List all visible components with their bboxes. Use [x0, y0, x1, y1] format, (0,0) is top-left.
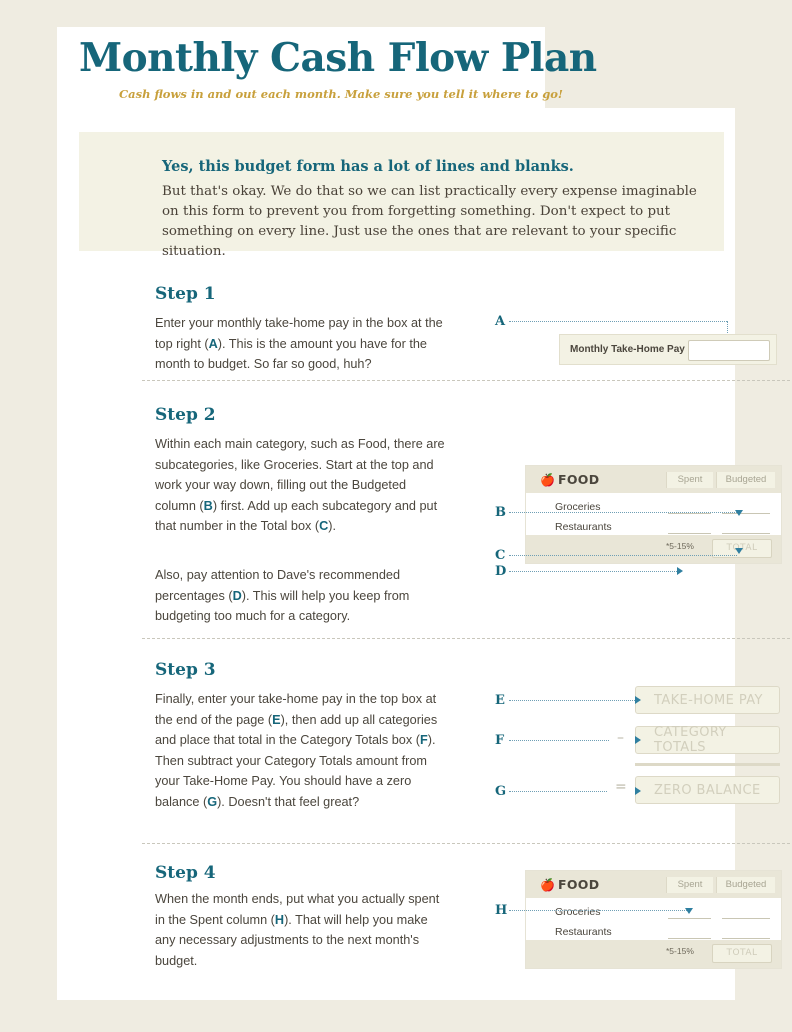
food-row-groceries-spent-2[interactable]: [668, 918, 711, 919]
column-header-spent-2: Spent: [666, 877, 713, 893]
column-header-spent: Spent: [666, 472, 713, 488]
food-row-restaurants-2: Restaurants: [555, 926, 612, 938]
food-row-restaurants-budgeted-2[interactable]: [722, 938, 770, 939]
equals-operator: =: [615, 779, 627, 795]
callout-d-leader: [509, 571, 679, 572]
food-row-restaurants-budgeted[interactable]: [722, 533, 770, 534]
callout-g-arrow: [635, 787, 641, 795]
content-sheet: [57, 108, 767, 1000]
minus-operator: –: [617, 730, 624, 746]
callout-h-leader: [509, 910, 687, 911]
food-row-groceries-budgeted-2[interactable]: [722, 918, 770, 919]
food-row-groceries-spent[interactable]: [668, 513, 711, 514]
step-2-body-2: Also, pay attention to Dave's recommended percentages (D). This will help you keep from budgeting too much for a category.: [155, 568, 410, 623]
food-recommended-percent: *5-15%: [666, 541, 694, 551]
document-page: [57, 27, 767, 1000]
food-total-box[interactable]: TOTAL: [712, 539, 772, 558]
divider-2: [142, 638, 790, 639]
zero-balance-box[interactable]: ZERO BALANCE: [635, 776, 780, 804]
intro-title: Yes, this budget form has a lot of lines and blanks.: [162, 158, 574, 175]
food-row-restaurants: Restaurants: [555, 521, 612, 533]
take-home-pay-input[interactable]: [688, 340, 770, 361]
step-1-body: Enter your monthly take-home pay in the box at the top right (A). This is the amount you have for the month to budget. So far so good, huh?: [155, 316, 443, 371]
callout-b-arrow: [735, 510, 743, 516]
step-3-body: Finally, enter your take-home pay in the top box at the end of the page (E), then add up all categories and place that total in the Category Totals box (F). Then subtract your Category Totals amount from your Take-Home Pay. You should have a zero balance (G). Doesn't that feel great?: [155, 692, 438, 809]
divider-1: [142, 380, 790, 381]
step-2-title: Step 2: [155, 405, 216, 425]
food-row-restaurants-spent[interactable]: [668, 533, 711, 534]
step-3-title: Step 3: [155, 660, 216, 680]
callout-c-arrow: [735, 548, 743, 554]
food-category-widget-2: [525, 870, 782, 969]
take-home-pay-widget: [559, 334, 777, 365]
food-category-name-2: FOOD: [558, 877, 600, 892]
callout-letter-f: F: [495, 733, 505, 748]
callout-e-arrow: [635, 696, 641, 704]
column-header-budgeted: Budgeted: [716, 472, 775, 488]
callout-g-leader: [509, 791, 607, 792]
food-category-widget: [525, 465, 782, 564]
callout-a-leader: [509, 321, 727, 322]
step-4-title: Step 4: [155, 863, 216, 883]
callout-f-arrow: [635, 736, 641, 744]
intro-body: But that's okay. We do that so we can list practically every expense imaginable on this form to prevent you from forgetting something. Don't expect to put something on every line. Just use the ones that are relevant to your specific situation.: [162, 184, 697, 259]
callout-letter-c: C: [495, 548, 506, 563]
food-total-box-2[interactable]: TOTAL: [712, 944, 772, 963]
callout-d-arrow: [677, 567, 683, 575]
callout-c-leader: [509, 555, 737, 556]
callout-letter-h: H: [495, 903, 508, 918]
take-home-pay-label: Monthly Take-Home Pay: [570, 344, 685, 355]
callout-letter-g: G: [495, 784, 507, 799]
column-header-budgeted-2: Budgeted: [716, 877, 775, 893]
page-title: Monthly Cash Flow Plan: [79, 35, 597, 81]
callout-e-leader: [509, 700, 637, 701]
callout-letter-d: D: [495, 564, 507, 579]
step-2-body: Within each main category, such as Food, there are subcategories, like Groceries. Start at the top and work your way down, filling out the Budgeted column (B) first. Add up each subcategory and put that number in the Total box (C).: [155, 437, 445, 533]
step-1-title: Step 1: [155, 284, 216, 304]
take-home-pay-box[interactable]: TAKE-HOME PAY: [635, 686, 780, 714]
food-recommended-percent-2: *5-15%: [666, 946, 694, 956]
callout-letter-a: A: [495, 314, 506, 329]
callout-h-arrow: [685, 908, 693, 914]
page-subtitle: Cash flows in and out each month. Make sure you tell it where to go!: [119, 87, 563, 101]
header-band: [57, 27, 597, 108]
food-row-restaurants-spent-2[interactable]: [668, 938, 711, 939]
callout-letter-e: E: [495, 693, 505, 708]
category-totals-box[interactable]: CATEGORY TOTALS: [635, 726, 780, 754]
callout-letter-b: B: [495, 505, 506, 520]
step-4-body: When the month ends, put what you actually spent in the Spent column (H). That will help you make any necessary adjustments to the next month's budget.: [155, 892, 440, 968]
food-category-name: FOOD: [558, 472, 600, 487]
apple-icon: 🍎: [540, 473, 555, 487]
food-row-groceries-2: Groceries: [555, 906, 601, 918]
callout-f-leader: [509, 740, 609, 741]
intro-callout: [79, 132, 724, 259]
food-row-groceries-budgeted[interactable]: [722, 513, 770, 514]
food-row-groceries: Groceries: [555, 501, 601, 513]
apple-icon: 🍎: [540, 878, 555, 892]
divider-3: [142, 843, 790, 844]
callout-b-leader: [509, 512, 737, 513]
sum-rule: [635, 763, 780, 766]
